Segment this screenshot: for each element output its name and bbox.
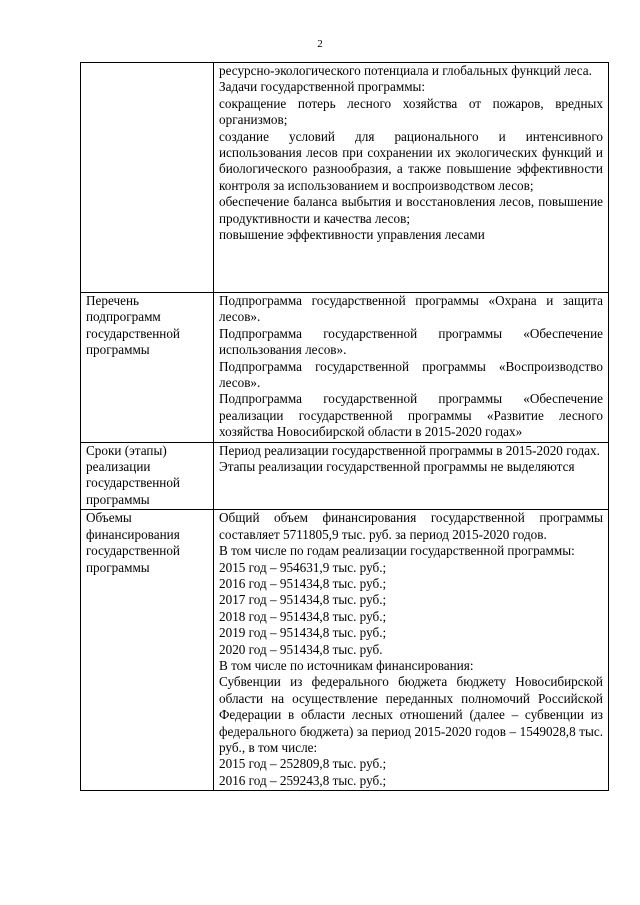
content-line: обеспечение баланса выбытия и восстановления лесов, повышение продуктивности и качества лесов; [219, 194, 603, 226]
content-line: Общий объем финансирования государственной программы составляет 5711805,9 тыс. руб. за период 2015-2020 годов. [219, 510, 603, 542]
table-row-subprograms [81, 293, 609, 443]
content-line: 2020 год – 951434,8 тыс. руб. [219, 641, 383, 657]
content-line: 2018 год – 951434,8 тыс. руб.; [219, 608, 387, 624]
content-line: Подпрограмма государственной программы «Воспроизводство лесов». [219, 358, 603, 391]
content-line: 2019 год – 951434,8 тыс. руб.; [219, 625, 387, 641]
page-number: 2 [317, 38, 323, 50]
row-content-funding [214, 510, 609, 791]
row-label-subprograms: Перечень подпрограмм государственной программы [81, 293, 214, 443]
content-line: повышение эффективности управления лесами [219, 227, 485, 243]
content-line: Субвенции из федерального бюджета бюджету Новосибирской области на осуществление переданных полномочий Российской Федерации в области лесных отношений (далее – субвенции из федерального бюджета) за период 2015-2020 годов – 1549028,8 тыс. руб., в том числе: [219, 674, 603, 755]
table-row-terms [81, 442, 609, 510]
content-line: 2016 год – 259243,8 тыс. руб.; [219, 772, 387, 788]
content-line: Подпрограмма государственной программы «Обеспечение реализации государственной программы «Развитие лесного хозяйства Новосибирской области в 2015-2020 годах» [219, 391, 603, 440]
content-line: ресурсно-экологического потенциала и глобальных функций леса. [219, 63, 592, 78]
program-passport-table [80, 62, 609, 791]
content-line: Период реализации государственной программы в 2015-2020 годах. [219, 442, 600, 458]
content-line: В том числе по источникам финансирования: [219, 657, 474, 673]
content-line: 2017 год – 951434,8 тыс. руб.; [219, 592, 387, 608]
table-row-goals [81, 63, 609, 293]
row-label-funding: Объемы финансирования государственной программы [81, 510, 214, 791]
content-line: Подпрограмма государственной программы «Обеспечение использования лесов». [219, 325, 603, 358]
content-line: Этапы реализации государственной программы не выделяются [219, 459, 575, 475]
content-line: Подпрограмма государственной программы «Охрана и защита лесов». [219, 293, 603, 325]
content-line: создание условий для рационального и интенсивного использования лесов при сохранении их экологических функций и биологического разнообразия, а также повышение эффективности контроля за использованием и воспроизводством лесов; [219, 128, 603, 193]
row-label-goals [81, 63, 214, 293]
content-line: Задачи государственной программы: [219, 79, 426, 95]
table-row-funding [81, 510, 609, 791]
row-content-terms [214, 442, 609, 510]
row-label-terms: Сроки (этапы) реализации государственной программы [81, 442, 214, 510]
row-content-goals [214, 63, 609, 293]
content-line: 2016 год – 951434,8 тыс. руб.; [219, 575, 387, 591]
row-content-subprograms [214, 293, 609, 443]
content-line: 2015 год – 252809,8 тыс. руб.; [219, 756, 387, 772]
content-line: В том числе по годам реализации государственной программы: [219, 543, 575, 559]
content-line: сокращение потерь лесного хозяйства от пожаров, вредных организмов; [219, 95, 603, 128]
content-line: 2015 год – 954631,9 тыс. руб.; [219, 559, 387, 575]
